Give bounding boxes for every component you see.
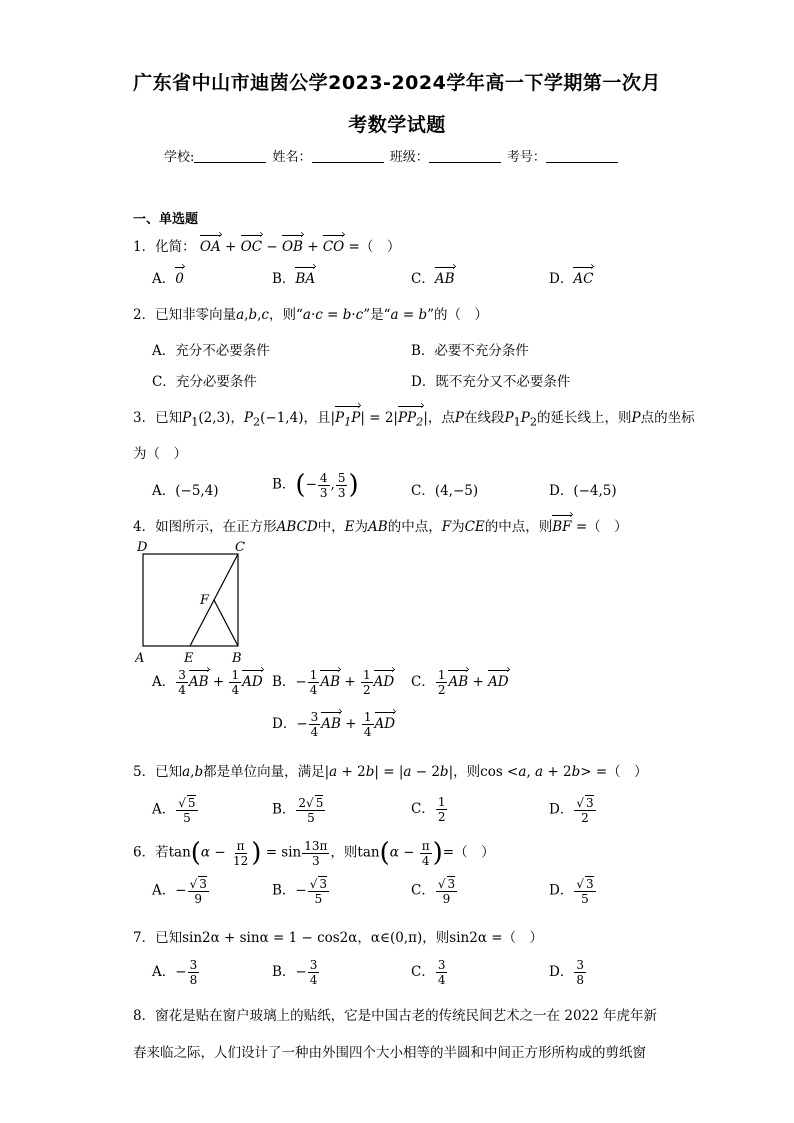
label-a: A: [135, 651, 145, 666]
question-7-option-a[interactable]: A．− $\frac{3}{8}$: [152, 958, 198, 987]
question-1-option-d[interactable]: D．AC: [549, 271, 594, 287]
class-label: 班级：: [389, 150, 429, 165]
question-6-option-a[interactable]: A．− $\frac{√ 3}{9}$: [152, 877, 207, 906]
section-heading: 一、单选题: [133, 212, 199, 227]
label-e: E: [184, 651, 194, 666]
question-1-option-b[interactable]: B．BA: [272, 271, 316, 287]
question-1-option-a[interactable]: A．0: [152, 271, 184, 287]
exam-no-label: 考号：: [506, 150, 546, 165]
question-8-line-1: 8．窗花是贴在窗户玻璃上的贴纸，它是中国古老的传统民间艺术之一在 2022 年虎年新: [133, 1008, 658, 1024]
school-label: 学校:: [164, 150, 195, 165]
question-6-option-c[interactable]: C． $\frac{√ 3}{9}$: [411, 877, 456, 906]
student-info-row: [164, 146, 634, 165]
label-b: B: [232, 651, 242, 666]
class-blank[interactable]: [429, 149, 501, 163]
question-7-stem: 7．已知sin2α + sinα = 1 − cos2α，α∈(0,π)，则sin2α =（ ）: [133, 930, 544, 946]
label-f: F: [200, 593, 210, 608]
question-5-option-d[interactable]: D． $\frac{√ 3}{2}$: [549, 796, 594, 825]
question-4-option-d[interactable]: D．− $\frac{3}{4}$ AB + $\frac{1}{4}$ AD: [272, 710, 396, 739]
question-7-option-b[interactable]: B．− $\frac{3}{4}$: [272, 958, 318, 987]
question-2-option-a[interactable]: A．充分不必要条件: [152, 343, 270, 359]
exam-no-blank[interactable]: [546, 149, 618, 163]
question-2-option-b[interactable]: B．必要不充分条件: [411, 343, 529, 359]
question-6-option-d[interactable]: D． $\frac{√ 3}{5}$: [549, 877, 594, 906]
question-2-option-c[interactable]: C．充分必要条件: [152, 374, 257, 390]
question-3-option-b[interactable]: B．(− $\frac{4}{3}$ , $\frac{5}{3}$ ): [272, 470, 359, 500]
square-figure: [135, 538, 285, 672]
title-line-2: 考数学试题: [348, 114, 446, 136]
title-line-1: 广东省中山市迪茵公学2023-2024学年高一下学期第一次月: [133, 72, 661, 94]
question-7-option-d[interactable]: D． $\frac{3}{8}$: [549, 958, 584, 987]
question-4-option-a[interactable]: A． $\frac{3}{4}$ AB + $\frac{1}{4}$ AD: [152, 668, 263, 697]
name-blank[interactable]: [312, 149, 384, 163]
question-7-option-c[interactable]: C． $\frac{3}{4}$: [411, 958, 446, 987]
question-5-option-a[interactable]: A． $\frac{√ 5}{5}$: [152, 796, 196, 825]
question-6-option-b[interactable]: B．− $\frac{√ 3}{5}$: [272, 877, 328, 906]
question-3-stem-line-2: 为（ ）: [133, 446, 187, 462]
question-2-option-d[interactable]: D．既不充分又不必要条件: [411, 374, 571, 390]
question-3-option-c[interactable]: C．(4,−5): [411, 483, 479, 499]
question-1-stem: 1．化简： OA + OC − OB + CO =（ ）: [133, 239, 401, 255]
question-3-stem-line-1: 3．已知$P_1(2,3)$，$P_2(-1,4)$，且$|P_1P| = 2|PP_2|$，点P在线段$P_1P_2$的延长线上，则P点的坐标: [133, 410, 695, 429]
question-6-stem: 6．若tan(α − $\frac{\pi}{12}$ ) = sin $\frac{13\pi}{3}$ ，则tan(α − $\frac{\pi}{4}$ )=（ ）: [133, 838, 495, 868]
label-c: C: [235, 540, 245, 555]
question-3-option-d[interactable]: D．(−4,5): [549, 483, 617, 499]
school-blank[interactable]: [194, 149, 266, 163]
question-2-stem: 2．已知非零向量a,b,c，则“a·c = b·c”是“a = b”的（ ）: [133, 307, 489, 323]
question-5-stem: 5．已知a,b都是单位向量，满足|a + 2b| = |a − 2b|，则cos <a, a + 2b> =（ ）: [133, 764, 648, 780]
question-4-option-b[interactable]: B．− $\frac{1}{4}$ AB + $\frac{1}{2}$ AD: [272, 668, 395, 697]
question-5-option-c[interactable]: C． $\frac{1}{2}$: [411, 795, 446, 824]
question-8-line-2: 春来临之际，人们设计了一种由外围四个大小相等的半圆和中间正方形所构成的剪纸窗: [133, 1045, 646, 1061]
question-4-option-c[interactable]: C． $\frac{1}{2}$ AB + AD: [411, 668, 509, 697]
square-diagram: [135, 538, 285, 668]
question-1-option-c[interactable]: C．AB: [411, 271, 455, 287]
question-4-stem: 4．如图所示，在正方形ABCD中，E为AB的中点，F为CE的中点，则BF =（ ）: [133, 519, 628, 535]
label-d: D: [137, 540, 148, 555]
question-3-option-a[interactable]: A．(−5,4): [152, 483, 219, 499]
question-5-option-b[interactable]: B． $\frac{2√ 5}{5}$: [272, 796, 324, 825]
name-label: 姓名：: [272, 150, 312, 165]
